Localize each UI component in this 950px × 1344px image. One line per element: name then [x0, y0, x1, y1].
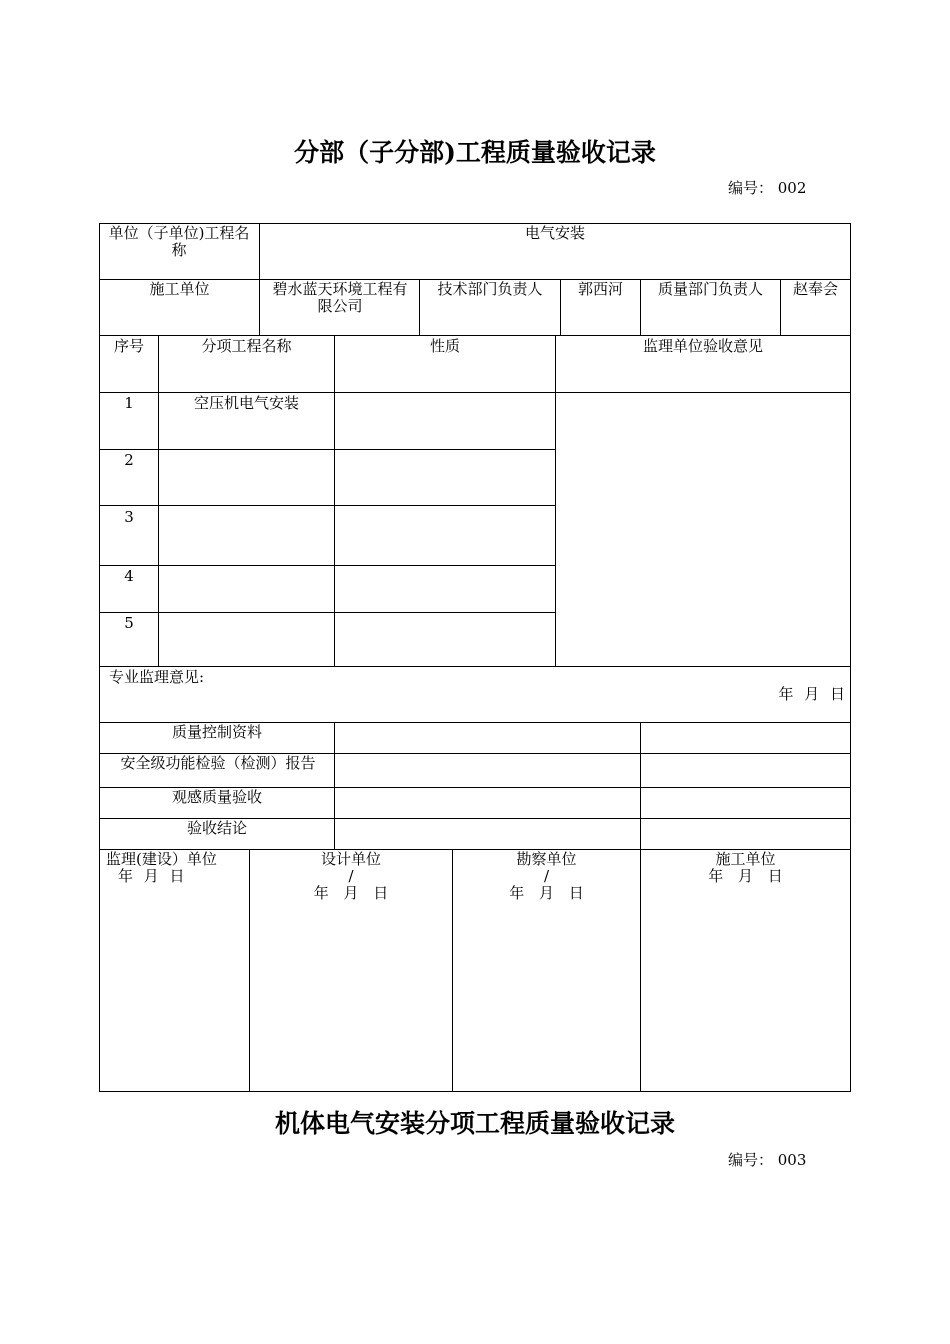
table-border-bottom	[99, 1091, 851, 1092]
sign-design-label: 设计单位	[320, 850, 381, 868]
record-number: 编号： 002	[728, 179, 807, 197]
sign-supervision-label: 监理(建设）单位	[106, 850, 217, 868]
row-seq: 2	[124, 451, 134, 469]
quality-head-label: 质量部门负责人	[657, 280, 763, 298]
quality-head-value: 赵奉会	[792, 280, 838, 298]
supervision-opinion-date: 年 月 日	[778, 685, 845, 703]
sign-construction-date: 年 月 日	[708, 867, 783, 885]
row-item: 空压机电气安装	[193, 394, 299, 412]
tech-head-value: 郭西河	[577, 280, 623, 298]
record-number-2: 编号： 003	[728, 1151, 807, 1169]
table-border-right	[850, 223, 851, 1092]
page-title: 分部（子分部)工程质量验收记录	[294, 138, 656, 167]
project-name-label: 单位（子单位)工程名称	[108, 224, 250, 259]
col-item-header: 分项工程名称	[201, 337, 292, 355]
col-nature-header: 性质	[429, 337, 460, 355]
sign-construction-label: 施工单位	[715, 850, 776, 868]
row-seq: 4	[124, 567, 134, 585]
tech-head-label: 技术部门负责人	[437, 280, 543, 298]
col-seq-header: 序号	[113, 337, 144, 355]
construction-unit-value: 碧水蓝天环境工程有限公司	[272, 280, 408, 315]
check-safety-function: 安全级功能检验（检测）报告	[120, 754, 316, 772]
sign-survey-label: 勘察单位	[516, 850, 577, 868]
construction-unit-label: 施工单位	[149, 280, 210, 298]
check-quality-data: 质量控制资料	[171, 723, 262, 741]
row-seq: 5	[124, 614, 134, 632]
sign-design-slash: /	[348, 867, 354, 885]
check-conclusion: 验收结论	[186, 819, 247, 837]
sign-supervision-date: 年 月 日	[118, 867, 185, 885]
sign-survey-date: 年 月 日	[509, 884, 584, 902]
check-appearance: 观感质量验收	[171, 788, 262, 806]
row-seq: 3	[124, 508, 134, 526]
supervision-opinion-label: 专业监理意见:	[109, 668, 205, 686]
sign-design-date: 年 月 日	[313, 884, 389, 902]
row-seq: 1	[124, 394, 134, 412]
section-title: 机体电气安装分项工程质量验收记录	[274, 1109, 675, 1138]
col-opinion-header: 监理单位验收意见	[642, 337, 763, 355]
project-name-value: 电气安装	[524, 224, 585, 242]
sign-survey-slash: /	[543, 867, 550, 885]
